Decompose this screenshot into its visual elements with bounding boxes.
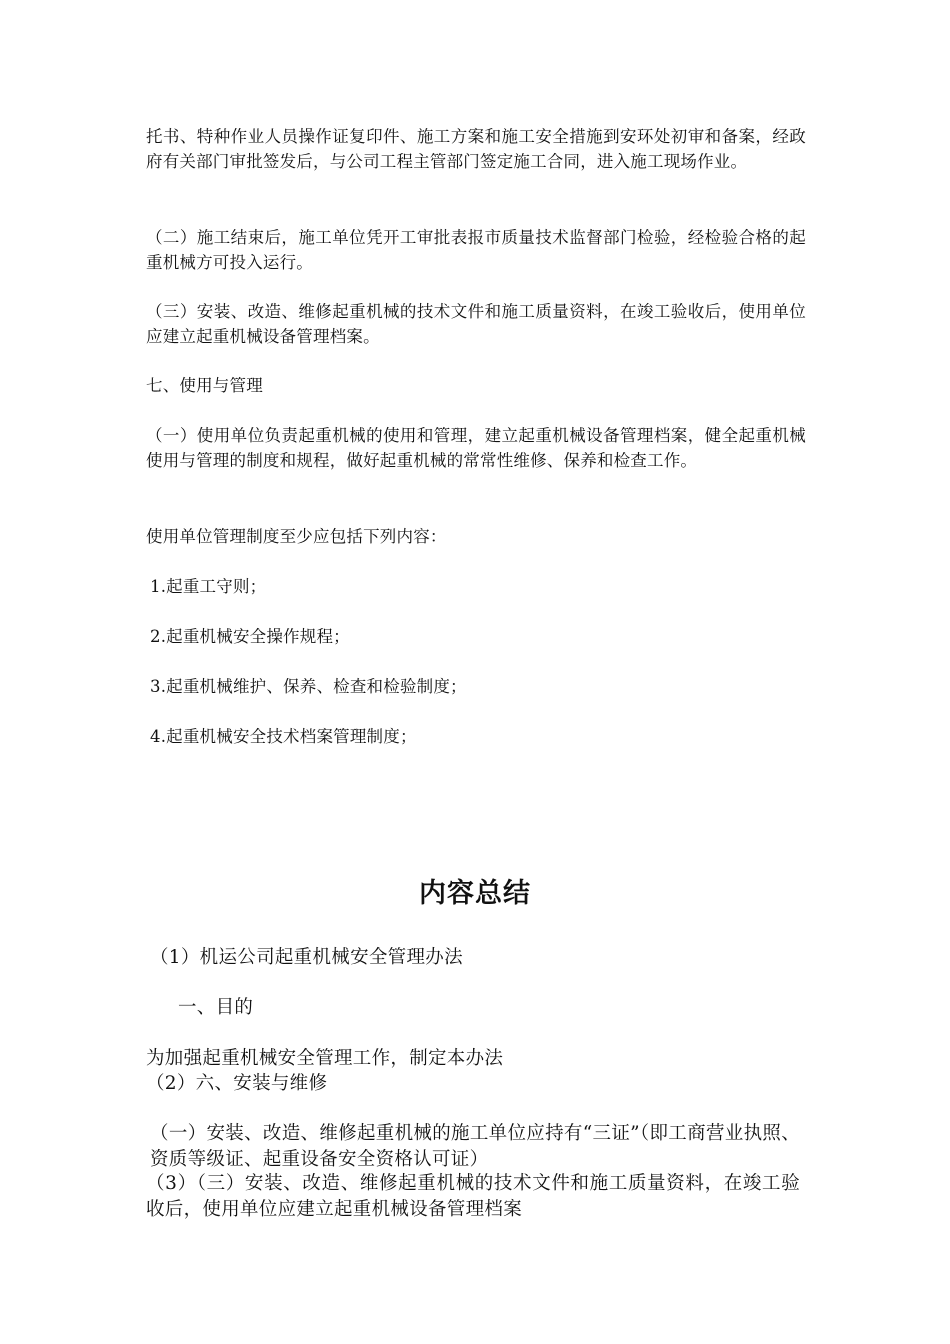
rule-item: 2.起重机械安全操作规程； (150, 627, 350, 646)
summary-item-2: （2）六、安装与维修 (146, 1073, 328, 1094)
paragraph-intro: 托书、特种作业人员操作证复印件、施工方案和施工安全措施到安环处初审和备案，经政府有关部门审批签发后，与公司工程主管部门签定施工合同，进入施工现场作业。 (146, 127, 806, 171)
summary-item-1-subheading: 一、目的 (178, 997, 254, 1018)
rule-item: 1.起重工守则； (150, 577, 267, 596)
rule-item: 4.起重机械安全技术档案管理制度； (150, 727, 417, 746)
paragraph-construction-end: （二）施工结束后，施工单位凭开工审批表报市质量技术监督部门检验，经检验合格的起重机械方可投入运行。 (146, 228, 806, 272)
paragraph-use-responsibility: （一）使用单位负责起重机械的使用和管理，建立起重机械设备管理档案，健全起重机械使用与管理的制度和规程，做好起重机械的常常性维修、保养和检查工作。 (146, 426, 806, 470)
rule-item: 3.起重机械维护、保养、检查和检验制度； (150, 677, 467, 696)
summary-item-3: （3）（三）安装、改造、维修起重机械的技术文件和施工质量资料，在竣工验收后，使用单位应建立起重机械设备管理档案 (146, 1173, 800, 1220)
summary-item-2-text: （一）安装、改造、维修起重机械的施工单位应持有“三证”（即工商营业执照、资质等级证、起重设备安全资格认可证） (150, 1123, 800, 1170)
summary-title: 内容总结 (419, 878, 531, 909)
summary-item-1: （1）机运公司起重机械安全管理办法 (150, 947, 463, 968)
section-heading-use-management: 七、使用与管理 (146, 376, 263, 395)
rules-intro: 使用单位管理制度至少应包括下列内容： (146, 527, 447, 546)
paragraph-technical-files: （三）安装、改造、维修起重机械的技术文件和施工质量资料，在竣工验收后，使用单位应建立起重机械设备管理档案。 (146, 302, 806, 346)
summary-item-1-text: 为加强起重机械安全管理工作，制定本办法 (146, 1048, 504, 1069)
